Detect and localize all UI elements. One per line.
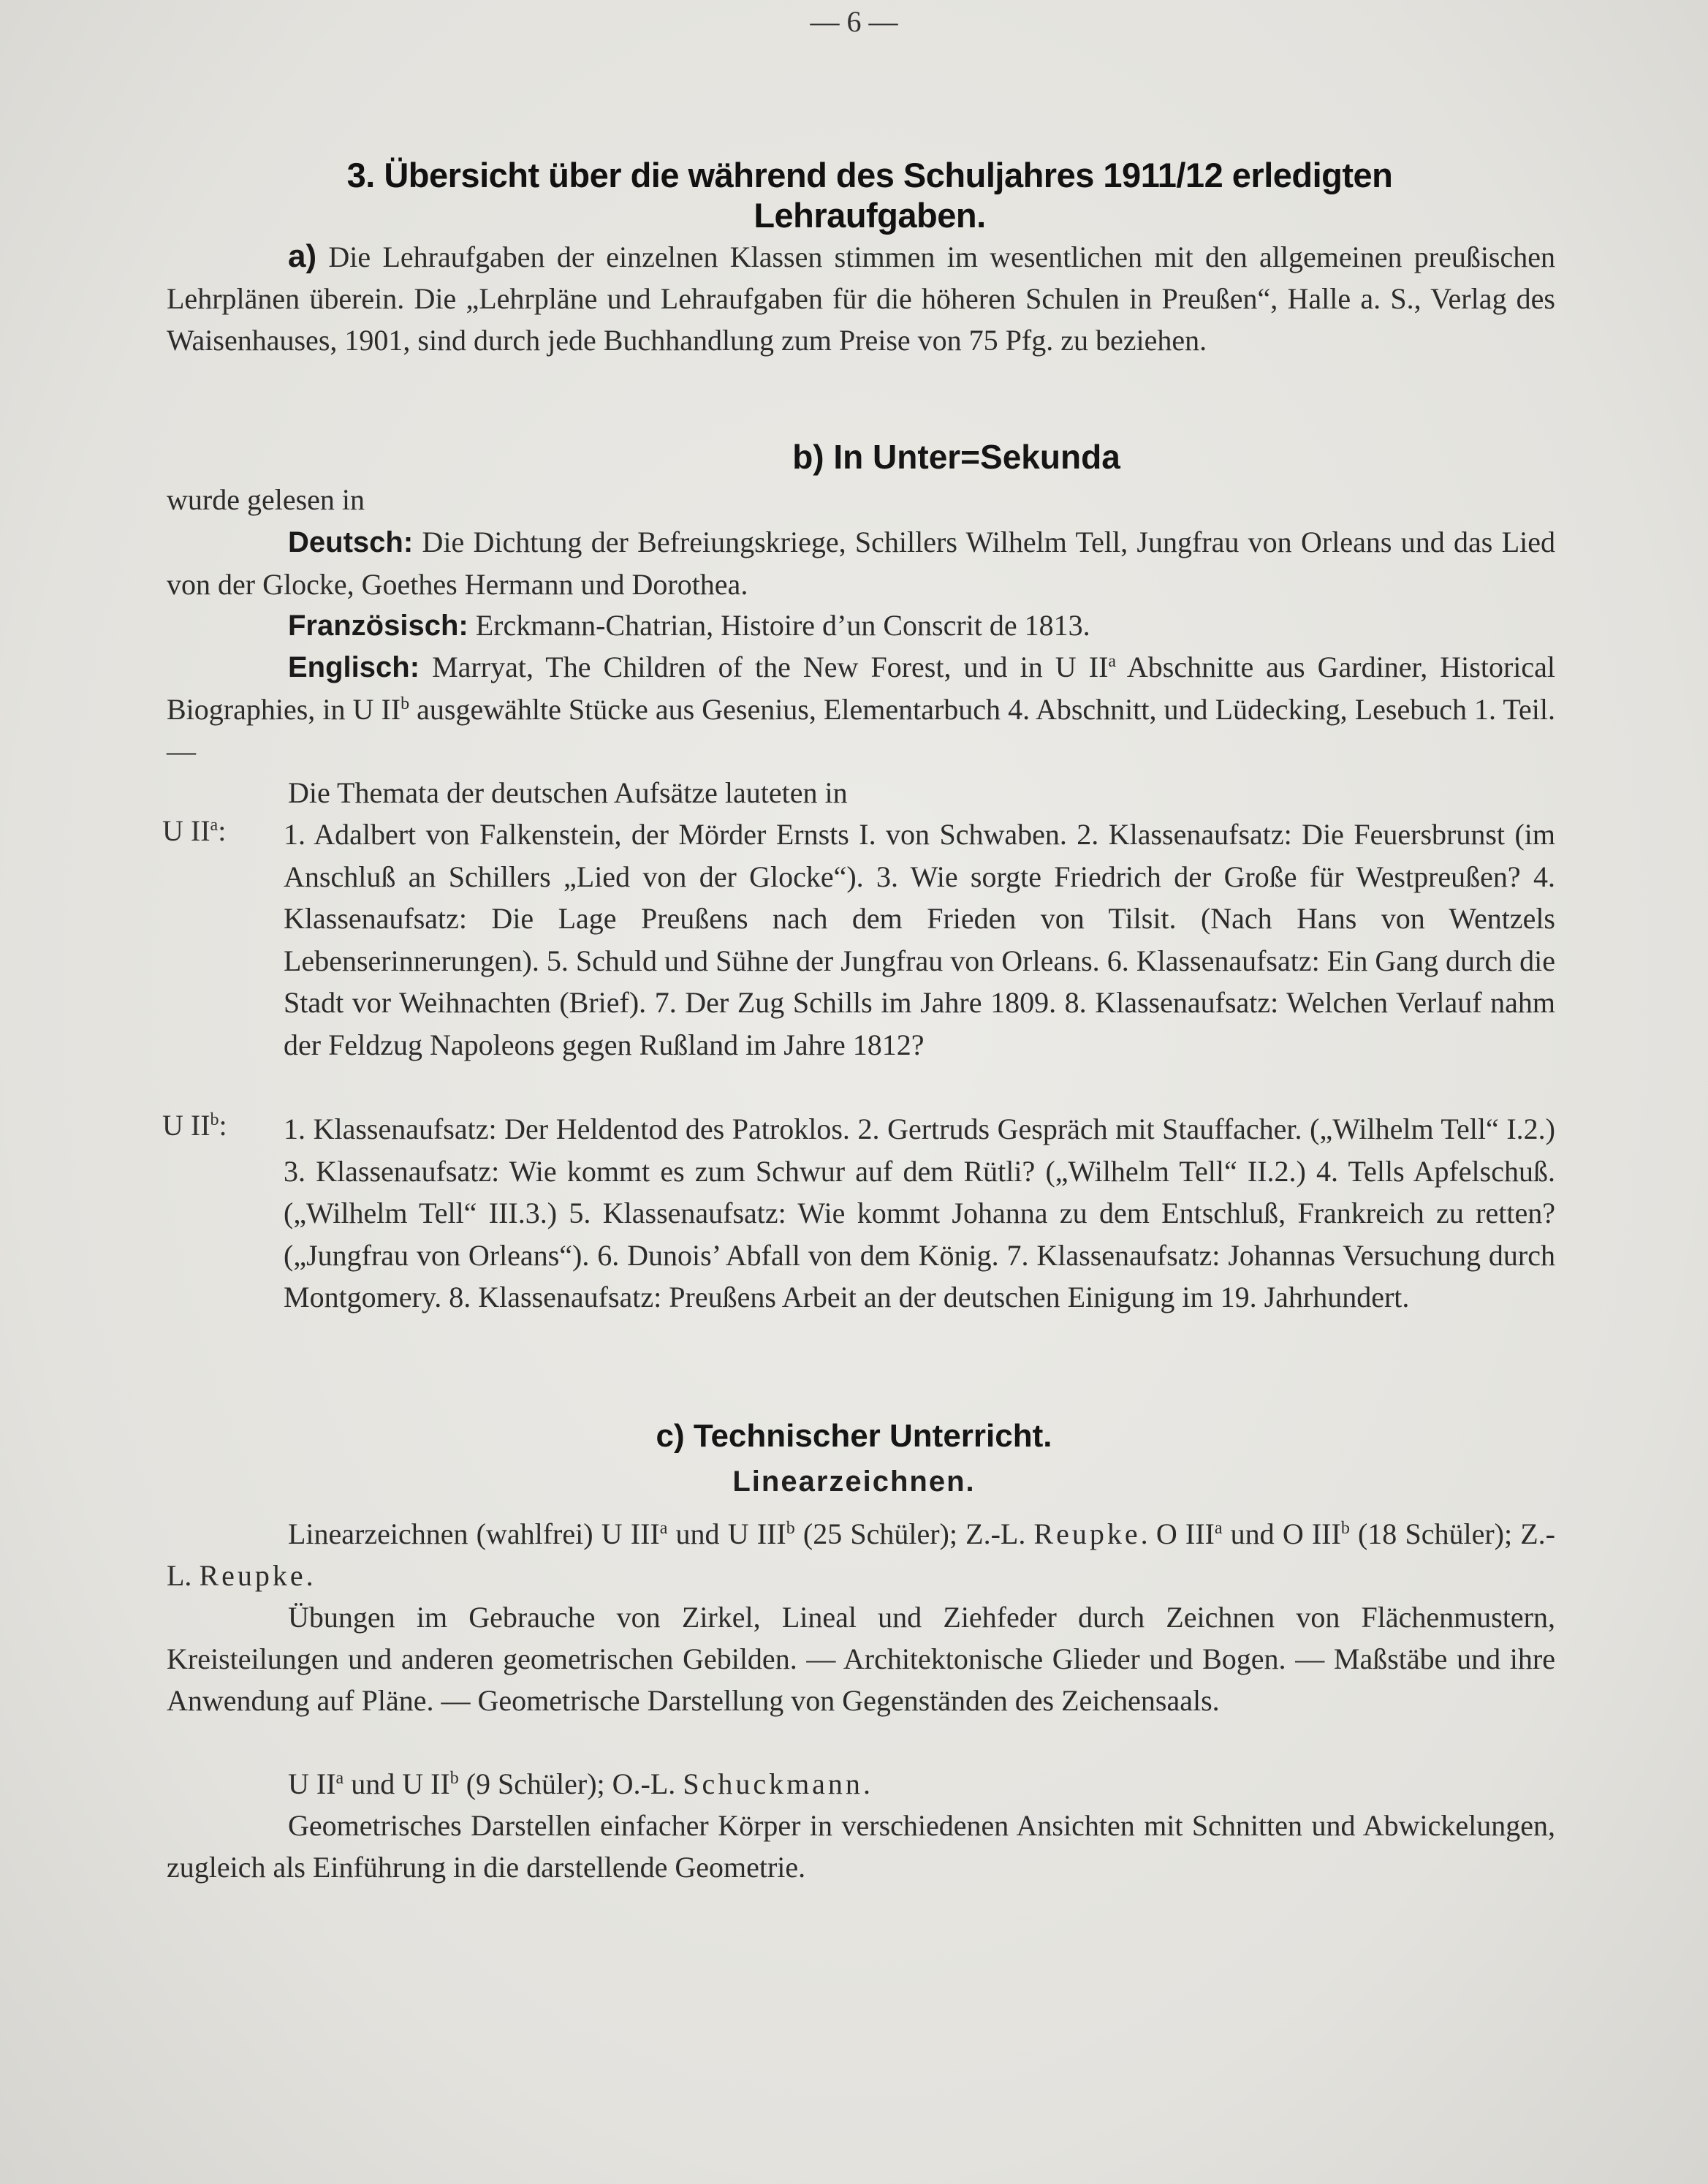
text-fragment: Linearzeichnen (wahlfrei) U III: [288, 1517, 660, 1550]
section-b-heading: b) In Unter=Sekunda: [792, 438, 1120, 476]
sup-mark: b: [401, 694, 410, 713]
text-fragment: U II: [288, 1767, 336, 1800]
linearzeichnen-subheading: Linearzeichnen.: [732, 1466, 976, 1498]
lang-label-englisch: Englisch:: [288, 651, 420, 683]
text-fragment: und U II: [344, 1767, 450, 1800]
sup-mark: b: [449, 1769, 459, 1788]
sup-mark: a: [335, 1769, 344, 1788]
linearzeichnen-uebungen: Übungen im Gebrauche von Zirkel, Lineal und Ziehfeder durch Zeichnen von Flächenmustern, Kreisteilungen und anderen geometrischen Gebilden. — Architektonische Glieder und Bogen. — Maßstäbe und ihre Anwendung auf Pläne. — Geometrische Darstellung von Gegenständen des Zeichensaals.: [167, 1601, 1555, 1717]
reading-franzoesisch: [167, 604, 1555, 647]
page-number: — 6 —: [810, 5, 898, 38]
section-a-paragraph: [167, 235, 1555, 361]
darstellen-classes: [167, 1763, 1555, 1805]
class-label-colon: :: [218, 814, 227, 847]
reading-englisch-text-a: Marryat, The Children of the New Forest, und in U II: [432, 651, 1109, 683]
text-fragment: und O III: [1222, 1517, 1341, 1550]
class-label-text: U II: [162, 1109, 210, 1142]
text-fragment: (9 Schüler); O.-L.: [458, 1767, 683, 1800]
sup-mark: b: [786, 1519, 795, 1538]
teacher-name: Schuckmann: [683, 1767, 863, 1800]
section-c-heading: c) Technischer Unterricht.: [656, 1418, 1052, 1454]
sup-mark: b: [1340, 1519, 1350, 1538]
themata-intro: Die Themata der deutschen Aufsätze lauteten in: [288, 776, 848, 809]
text-fragment: . O III: [1140, 1517, 1215, 1550]
class-label-uiia: [162, 814, 226, 848]
reading-englisch: [167, 646, 1555, 772]
section-a-text: Die Lehraufgaben der einzelnen Klassen stimmen im wesentlichen mit den allgemeinen preußischen Lehrplänen überein. Die „Lehrpläne und Lehraufgaben für die höheren Schulen in Preußen“, Halle a. S., Verlag des Waisenhauses, 1901, sind durch jede Buchhandlung zum Preise von 75 Pfg. zu beziehen.: [167, 240, 1556, 357]
teacher-name: Reupke: [1033, 1517, 1141, 1550]
darstellen-text: Geometrisches Darstellen einfacher Körper in verschiedenen Ansichten mit Schnitten und Abwickelungen, zugleich als Einführung in die darstellende Geometrie.: [167, 1809, 1555, 1884]
linearzeichnen-classes: [167, 1513, 1555, 1596]
reading-deutsch-text: Die Dichtung der Befreiungskriege, Schillers Wilhelm Tell, Jungfrau von Orleans und das Lied von der Glocke, Goethes Hermann und Dorothea.: [167, 526, 1555, 601]
lang-label-franzoesisch: Französisch:: [288, 610, 468, 642]
text-fragment: (18 Schüler); Z.-L.: [167, 1517, 1555, 1592]
lang-label-deutsch: Deutsch:: [288, 526, 414, 558]
text-fragment: und U III: [667, 1517, 786, 1550]
sup-mark: a: [1108, 652, 1117, 671]
sup-mark: b: [210, 1110, 219, 1129]
reading-franzoesisch-text: Erckmann-Chatrian, Histoire d’un Conscrit de 1813.: [475, 609, 1090, 642]
themata-uiib: 1. Klassenaufsatz: Der Heldentod des Patroklos. 2. Gertruds Gespräch mit Stauffacher. („Wilhelm Tell“ I.2.) 3. Klassenaufsatz: Wie kommt es zum Schwur auf dem Rütli? („Wilhelm Tell“ II.2.) 4. Tells Apfelschuß. („Wilhelm Tell“ III.3.) 5. Klassenaufsatz: Wie kommt Johanna zu dem Entschluß, Frankreich zu retten? („Jungfrau von Orleans“). 6. Dunois’ Abfall von dem König. 7. Klassenaufsatz: Johannas Versuchung durch Montgomery. 8. Klassenaufsatz: Preußens Arbeit an der deutschen Einigung im 19. Jahrhundert.: [284, 1112, 1555, 1313]
class-label-uiib: [162, 1108, 227, 1142]
section-a-label: a): [288, 238, 317, 274]
class-label-colon: :: [219, 1109, 227, 1142]
section-b-intro: wurde gelesen in: [167, 483, 365, 516]
reading-deutsch: [167, 521, 1555, 605]
page-heading: 3. Übersicht über die während des Schuljahres 1911/12 erledigten Lehraufgaben.: [346, 156, 1393, 235]
sup-mark: a: [659, 1519, 668, 1538]
reading-englisch-text-b: Abschnitte aus Gardiner, Historical Biographies, in U II: [167, 651, 1556, 726]
teacher-name: Reupke: [199, 1559, 306, 1592]
reading-englisch-text-c: ausgewählte Stücke aus Gesenius, Elementarbuch 4. Abschnitt, und Lüdecking, Lesebuch 1. Teil. —: [167, 693, 1555, 767]
sup-mark: a: [1214, 1519, 1223, 1538]
sup-mark: a: [210, 816, 219, 835]
themata-uiia: 1. Adalbert von Falkenstein, der Mörder Ernsts I. von Schwaben. 2. Klassenaufsatz: Die Feuersbrunst (im Anschluß an Schillers „Lied von der Glocke“). 3. Wie sorgte Friedrich der Große für Westpreußen? 4. Klassenaufsatz: Die Lage Preußens nach dem Frieden von Tilsit. (Nach Hans von Wentzels Lebenserinnerungen). 5. Schuld und Sühne der Jungfrau von Orleans. 6. Klassenaufsatz: Ein Gang durch die Stadt vor Weihnachten (Brief). 7. Der Zug Schills im Jahre 1809. 8. Klassenaufsatz: Welchen Verlauf nahm der Feldzug Napoleons gegen Rußland im Jahre 1812?: [284, 818, 1555, 1061]
text-fragment: .: [862, 1767, 870, 1800]
text-fragment: (25 Schüler); Z.-L.: [794, 1517, 1034, 1550]
class-label-text: U II: [162, 814, 210, 847]
text-fragment: .: [305, 1559, 314, 1592]
